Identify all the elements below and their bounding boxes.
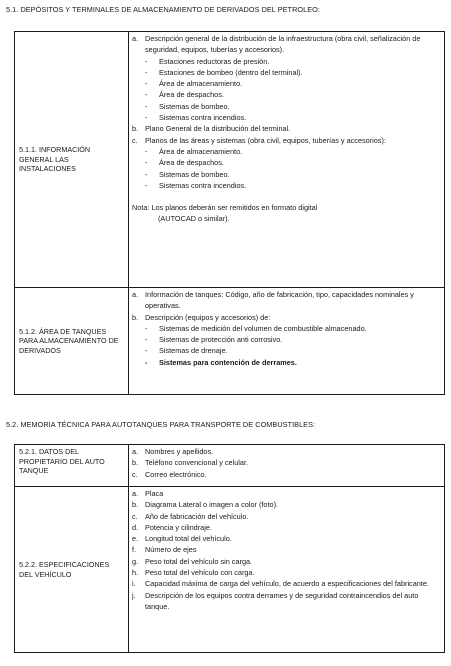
list-item: i. Capacidad máxima de carga del vehículo, de acuerdo a especificaciones del fabricante. [132,579,429,589]
row-content [129,445,445,487]
table-row [15,32,445,288]
list-item: f. Número de ejes [132,545,197,555]
sub-list-item: - Sistemas para contención de derrames. [145,357,297,367]
row-label: 5.1.2. ÁREA DE TANQUES PARA ALMACENAMIENTO DE DERIVADOS [15,288,129,395]
row-label: 5.2.1. DATOS DEL PROPIETARIO DEL AUTO TANQUE [15,445,129,487]
list-item: a. Descripción general de la distribución de la infraestructura (obra civil, señalización de seguridad, equipos, tuberías y accesorios). [132,34,421,55]
sub-list-item: - Sistemas de protección anti corrosivo. [145,335,283,345]
row-label: 5.2.2. ESPECIFICACIONES DEL VEHÍCULO [15,487,129,653]
list-item: g. Peso total del vehículo sin carga. [132,556,253,566]
sub-list [145,56,440,124]
list-item: b. Diagrama Lateral o imagen a color (foto). [132,500,279,510]
list-item: j. Descripción de los equipos contra derrames y de seguridad contraincendios del auto tanque. [132,590,419,611]
sub-list-item: - Sistemas de medición del volumen de combustible almacenado. [145,323,367,333]
list-item: a. Información de tanques: Código, año de fabricación, tipo, capacidades nominales y operativas. [132,290,414,311]
table-row [15,288,445,395]
sub-list-item: - Área de despachos. [145,90,224,100]
table-row [15,487,445,653]
list-item: a. Placa [132,489,164,498]
sub-list-item: - Área de despachos. [145,158,224,168]
list-item: d. Potencia y cilindraje. [132,522,212,532]
sub-list-item: - Sistemas de bombeo. [145,101,230,111]
table-row [15,445,445,487]
sub-list-item: - Sistemas de bombeo. [145,169,230,179]
sub-list-item: - Área de almacenamiento. [145,79,243,89]
list-item: c. Año de fabricación del vehículo. [132,511,249,521]
sub-list-item: - Sistemas de drenaje. [145,346,228,356]
requirements-table-autotanques [14,444,445,653]
sub-list [145,146,440,191]
sub-list-item: - Estaciones de bombeo (dentro del terminal). [145,67,303,77]
sub-list-item: - Estaciones reductoras de presión. [145,56,270,66]
list-item: b. Plano General de la distribución del terminal. [132,124,291,134]
section-heading-5-2: 5.2. MEMORIA TÉCNICA PARA AUTOTANQUES PARA TRANSPORTE DE COMBUSTIBLES: [6,420,316,429]
row-label: 5.1.1. INFORMACIÓN GENERAL LAS INSTALACIONES [15,32,129,288]
list-item: b. Descripción (equipos y accesorios) de: [132,312,271,322]
list-item: c. Planos de las áreas y sistemas (obra civil, equipos, tuberías y accesorios): [132,135,386,145]
list-item: b. Teléfono convencional y celular. [132,458,249,468]
sub-list-item: - Sistemas contra incendios. [145,113,247,123]
list-item: e. Longitud total del vehículo. [132,534,232,544]
list-item: h. Peso total del vehículo con carga. [132,568,255,578]
requirements-table-depositos [14,31,445,395]
row-content [129,288,445,395]
row-content [129,32,445,288]
list-item: a. Nombres y apellidos. [132,447,214,456]
list-item: c. Correo electrónico. [132,469,207,479]
sub-list [145,323,440,368]
row-content [129,487,445,653]
note-text: Nota: Los planos deberán ser remitidos en formato digital (AUTOCAD o similar). [132,203,318,224]
sub-list-item: - Sistemas contra incendios. [145,180,247,190]
sub-list-item: - Área de almacenamiento. [145,146,243,156]
section-heading-5-1: 5.1. DEPÓSITOS Y TERMINALES DE ALMACENAMIENTO DE DERIVADOS DEL PETROLEO: [6,5,320,14]
